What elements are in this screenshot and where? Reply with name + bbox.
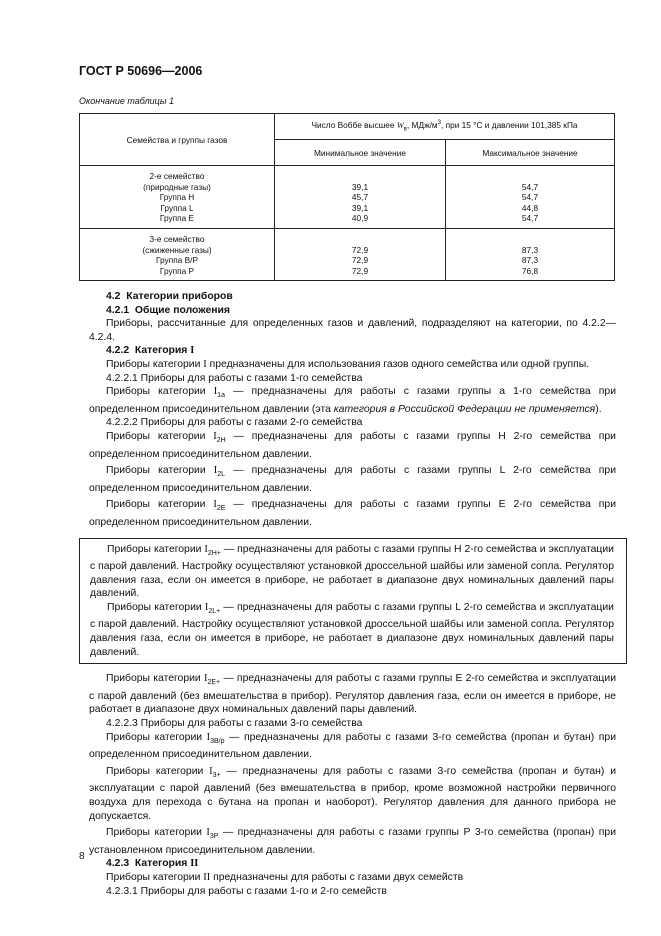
paragraph: Приборы категории $I_{2E+}$ — предназначены для работы с газами группы Е 2-го семейства и эксплуатации с парой давлений (без вмешательства в прибор). Регулятор давления газа, если он имеется в приборе, не работает в диапазоне двух номинальных давлений пары давлений. <box>89 673 616 716</box>
page-number: 8 <box>79 851 85 862</box>
subsection-heading: 4.2.2.1 Приборы для работы с газами 1-го семейства <box>106 372 363 384</box>
paragraph: Приборы категории II предназначены для работы с газами двух семейств <box>106 871 464 883</box>
subsection-heading: 4.2.2.3 Приборы для работы с газами 3-го семейства <box>106 718 363 730</box>
max-values: 54,7 54,7 44,8 54,7 <box>446 166 615 229</box>
paragraph: Приборы категории $I_{3P}$ — предназначены для работы с газами группы Р 3-го семейства (пропан) при установленном присоединительном давлении. <box>89 827 616 856</box>
paragraph: Приборы категории I предназначены для использования газов одного семейства или одной группы. <box>106 358 590 370</box>
table-row <box>80 228 615 280</box>
section-heading: 4.2 Категории приборов <box>106 291 233 302</box>
table-caption: Окончание таблицы 1 <box>79 96 174 106</box>
section-heading: 4.2.1 Общие положения <box>106 304 230 316</box>
subsection-heading: 4.2.3.1 Приборы для работы с газами 1-го и 2-го семейств <box>106 885 387 897</box>
max-values: 87,3 87,3 76,8 <box>446 228 615 280</box>
paragraph: Приборы категории $I_{2H+}$ — предназначены для работы с газами группы Н 2-го семейства и эксплуатации с парой давлений. Настройку осуществляют установкой дроссельной шайбы или заменой сопла. Регулятор давления газа, если он имеется в приборе, не работает в диапазоне двух номинальных давлений пары давлений. <box>90 543 614 600</box>
min-values: 72,9 72,9 72,9 <box>275 228 446 280</box>
boxed-note <box>79 538 627 665</box>
section-heading: 4.2.3 Категория II <box>106 858 199 870</box>
col-header-min: Минимальное значение <box>275 140 446 166</box>
col-header-wobbe: Число Воббе высшее $W_в$, МДж/$м^3$, при 15 °С и давлении 101,385 кПа <box>275 114 615 140</box>
document-header: ГОСТ Р 50696—2006 <box>79 64 203 78</box>
section-heading: 4.2.2 Категория I <box>106 345 195 357</box>
col-header-max: Максимальное значение <box>446 140 615 166</box>
paragraph: Приборы категории $I_{1a}$ — предназначены для работы с газами группы а 1-го семейства при определенном присоединительном давлении (эта категория в Российской Федерации не применяется). <box>89 386 616 415</box>
paragraph: Приборы категории $I_{2L}$ — предназначены для работы с газами группы L 2-го семейства при определенном присоединительном давлении. <box>89 465 616 494</box>
paragraph: Приборы категории $I_{2E}$ — предназначены для работы с газами группы Е 2-го семейства при определенном присоединительном давлении. <box>89 499 617 528</box>
min-values: 39,1 45,7 39,1 40,9 <box>275 166 446 229</box>
paragraph: Приборы категории $I_{2L+}$ — предназначены для работы с газами группы L 2-го семейства и эксплуатации с парой давлений. Настройку осуществляют установкой дроссельной шайбы или заменой сопла. Регулятор давления газа, если он имеется в приборе, не работает в диапазоне двух номинальных давлений пары давлений. <box>90 601 614 658</box>
paragraph: Приборы категории $I_{3B/p}$ — предназначены для работы с газами 3-го семейства (пропан и бутан) при определенном присоединительном давлении. <box>89 731 617 761</box>
col-header-families: Семейства и группы газов <box>80 114 275 166</box>
subsection-heading: 4.2.2.2 Приборы для работы с газами 2-го семейства <box>106 417 363 429</box>
paragraph: Приборы категории $I_{2H}$ — предназначены для работы с газами группы Н 2-го семейства при определенном присоединительном давлении. <box>89 430 616 460</box>
family-names: 2-е семейство (природные газы) Группа Н Группа L Группа Е <box>80 166 275 229</box>
paragraph: Приборы категории $I_{3+}$ — предназначены для работы с газами 3-го семейства (пропан и бутан) и эксплуатации с парой давлений (без вмешательства в прибор, кроме возможной настройки первичного воздуха для перехода с бутана на пропан и наоборот). Регулятор давления для данного прибора не допускается. <box>89 765 617 822</box>
table-row <box>80 166 615 229</box>
wobbe-table <box>79 113 615 281</box>
family-names: 3-е семейство (сжиженные газы) Группа В/Р Группа Р <box>80 228 275 280</box>
paragraph: Приборы, рассчитанные для определенных газов и давлений, подразделяют на категории, по 4.2.2—4.2.4. <box>89 318 616 343</box>
body-text <box>89 290 616 898</box>
